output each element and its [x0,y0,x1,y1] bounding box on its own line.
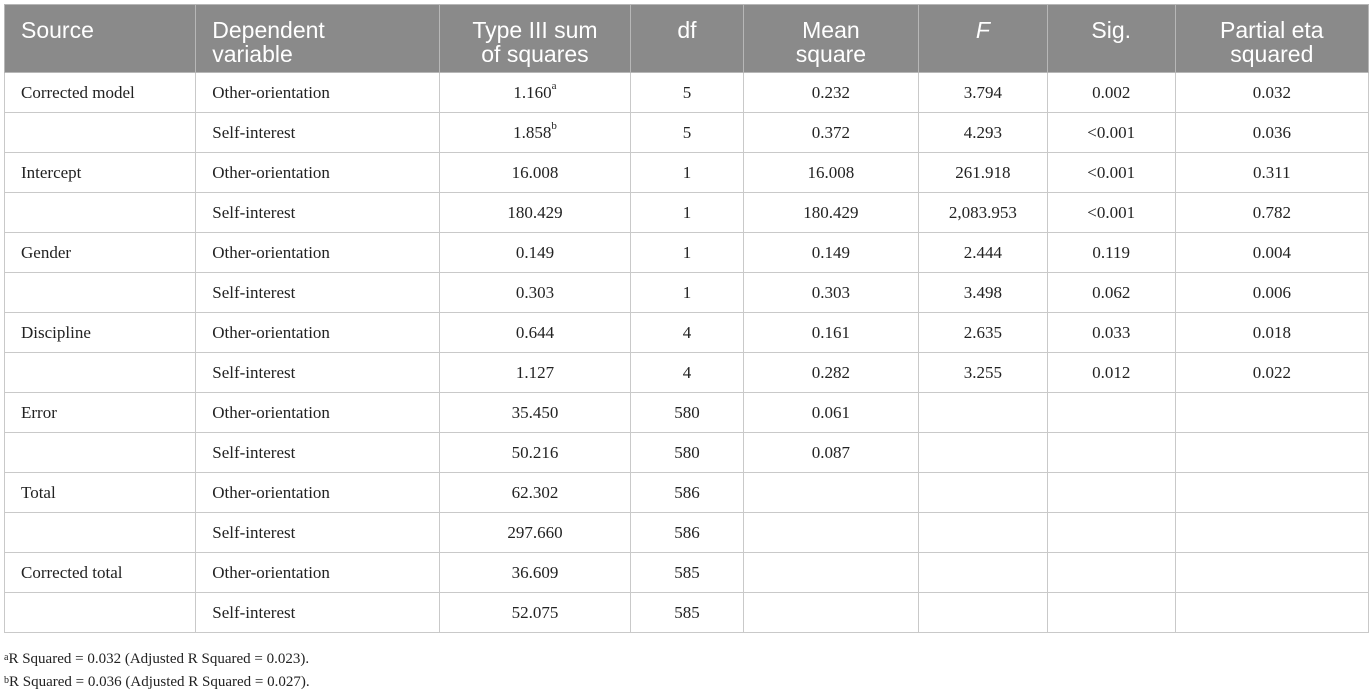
cell-df: 585 [631,593,744,633]
cell-mean-square: 0.149 [743,233,918,273]
cell-sum-of-squares: 180.429 [439,193,630,233]
cell-sum-of-squares: 1.127 [439,353,630,393]
cell-source: Discipline [5,313,196,353]
cell-partial-eta-squared [1175,553,1368,593]
cell-f: 3.255 [918,353,1047,393]
cell-df: 5 [631,113,744,153]
cell-partial-eta-squared: 0.782 [1175,193,1368,233]
table-row [5,513,1369,553]
table-row [5,233,1369,273]
cell-sig: 0.062 [1047,273,1175,313]
footnotes [4,648,310,694]
cell-partial-eta-squared: 0.018 [1175,313,1368,353]
anova-table [4,4,1369,633]
cell-df: 586 [631,513,744,553]
header-source: Source [5,5,196,73]
table-row [5,273,1369,313]
table-row [5,113,1369,153]
cell-f [918,473,1047,513]
cell-mean-square: 180.429 [743,193,918,233]
cell-sum-of-squares: 35.450 [439,393,630,433]
cell-partial-eta-squared: 0.032 [1175,73,1368,113]
header-df: df [631,5,744,73]
cell-sig [1047,473,1175,513]
footnote-a: $^a$R Squared = 0.032 (Adjusted R Squared = 0.023). [4,651,310,667]
cell-sum-of-squares: 1.858$^b$ [439,113,630,153]
table-row [5,393,1369,433]
cell-f: 4.293 [918,113,1047,153]
cell-sum-of-squares: 50.216 [439,433,630,473]
cell-sum-of-squares: 16.008 [439,153,630,193]
table-row [5,353,1369,393]
cell-sig [1047,433,1175,473]
cell-f [918,553,1047,593]
cell-source: Intercept [5,153,196,193]
cell-df: 580 [631,433,744,473]
cell-sum-of-squares: 62.302 [439,473,630,513]
header-dependent-variable: Dependent variable [196,5,440,73]
cell-sig [1047,593,1175,633]
cell-dependent-variable: Other-orientation [196,473,440,513]
cell-source [5,353,196,393]
cell-mean-square [743,593,918,633]
table-row [5,313,1369,353]
cell-dependent-variable: Other-orientation [196,313,440,353]
table-row [5,73,1369,113]
cell-df: 580 [631,393,744,433]
cell-partial-eta-squared [1175,393,1368,433]
cell-partial-eta-squared [1175,513,1368,553]
cell-sum-of-squares: 0.149 [439,233,630,273]
cell-f: 2.635 [918,313,1047,353]
cell-source [5,433,196,473]
cell-sig [1047,513,1175,553]
header-partial-eta-squared: Partial eta squared [1175,5,1368,73]
cell-df: 586 [631,473,744,513]
cell-df: 1 [631,153,744,193]
cell-mean-square: 0.232 [743,73,918,113]
cell-partial-eta-squared: 0.004 [1175,233,1368,273]
cell-mean-square [743,473,918,513]
cell-mean-square: 0.087 [743,433,918,473]
cell-source [5,113,196,153]
table-header [5,5,1369,73]
cell-dependent-variable: Self-interest [196,193,440,233]
cell-df: 1 [631,193,744,233]
cell-sig: <0.001 [1047,153,1175,193]
cell-mean-square: 0.161 [743,313,918,353]
table-row [5,193,1369,233]
footnote-b: $^b$R Squared = 0.036 (Adjusted R Squared = 0.027). [4,674,310,690]
cell-f [918,393,1047,433]
table-body [5,73,1369,633]
cell-dependent-variable: Other-orientation [196,393,440,433]
table-row [5,153,1369,193]
cell-partial-eta-squared [1175,593,1368,633]
cell-df: 5 [631,73,744,113]
cell-partial-eta-squared: 0.022 [1175,353,1368,393]
cell-df: 1 [631,233,744,273]
table-row [5,593,1369,633]
table-row [5,553,1369,593]
cell-df: 4 [631,313,744,353]
cell-sum-of-squares: 297.660 [439,513,630,553]
cell-source: Total [5,473,196,513]
cell-f: 2,083.953 [918,193,1047,233]
cell-sum-of-squares: 1.160$^a$ [439,73,630,113]
cell-sig: <0.001 [1047,113,1175,153]
cell-source [5,273,196,313]
cell-df: 1 [631,273,744,313]
cell-mean-square [743,553,918,593]
cell-partial-eta-squared: 0.006 [1175,273,1368,313]
cell-sum-of-squares: 0.644 [439,313,630,353]
header-sum-of-squares: Type III sum of squares [439,5,630,73]
cell-partial-eta-squared: 0.036 [1175,113,1368,153]
cell-mean-square [743,513,918,553]
cell-source: Gender [5,233,196,273]
cell-f: 2.444 [918,233,1047,273]
cell-df: 585 [631,553,744,593]
cell-sig: 0.012 [1047,353,1175,393]
cell-sum-of-squares: 0.303 [439,273,630,313]
cell-source [5,513,196,553]
cell-dependent-variable: Self-interest [196,353,440,393]
cell-mean-square: 0.061 [743,393,918,433]
cell-partial-eta-squared [1175,433,1368,473]
header-mean-square: Mean square [743,5,918,73]
cell-dependent-variable: Other-orientation [196,233,440,273]
cell-mean-square: 0.282 [743,353,918,393]
cell-partial-eta-squared [1175,473,1368,513]
footnote-marker: a [551,79,557,92]
cell-f: 3.498 [918,273,1047,313]
cell-sig: 0.119 [1047,233,1175,273]
cell-mean-square: 16.008 [743,153,918,193]
header-row [5,5,1369,73]
cell-mean-square: 0.372 [743,113,918,153]
cell-dependent-variable: Other-orientation [196,553,440,593]
cell-partial-eta-squared: 0.311 [1175,153,1368,193]
cell-f: 261.918 [918,153,1047,193]
cell-f: 3.794 [918,73,1047,113]
cell-sum-of-squares: 36.609 [439,553,630,593]
cell-df: 4 [631,353,744,393]
cell-dependent-variable: Other-orientation [196,153,440,193]
table-row [5,433,1369,473]
header-sig: Sig. [1047,5,1175,73]
cell-source: Error [5,393,196,433]
cell-dependent-variable: Self-interest [196,593,440,633]
cell-sig [1047,393,1175,433]
cell-sig: 0.002 [1047,73,1175,113]
cell-sig [1047,553,1175,593]
cell-sig: <0.001 [1047,193,1175,233]
cell-f [918,433,1047,473]
cell-source: Corrected total [5,553,196,593]
cell-source: Corrected model [5,73,196,113]
cell-dependent-variable: Self-interest [196,433,440,473]
cell-source [5,593,196,633]
cell-sig: 0.033 [1047,313,1175,353]
cell-f [918,593,1047,633]
cell-sum-of-squares: 52.075 [439,593,630,633]
cell-dependent-variable: Self-interest [196,113,440,153]
cell-f [918,513,1047,553]
cell-dependent-variable: Self-interest [196,513,440,553]
header-f: F [918,5,1047,73]
footnote-marker: b [551,119,557,132]
cell-dependent-variable: Self-interest [196,273,440,313]
cell-source [5,193,196,233]
table-row [5,473,1369,513]
cell-mean-square: 0.303 [743,273,918,313]
cell-dependent-variable: Other-orientation [196,73,440,113]
